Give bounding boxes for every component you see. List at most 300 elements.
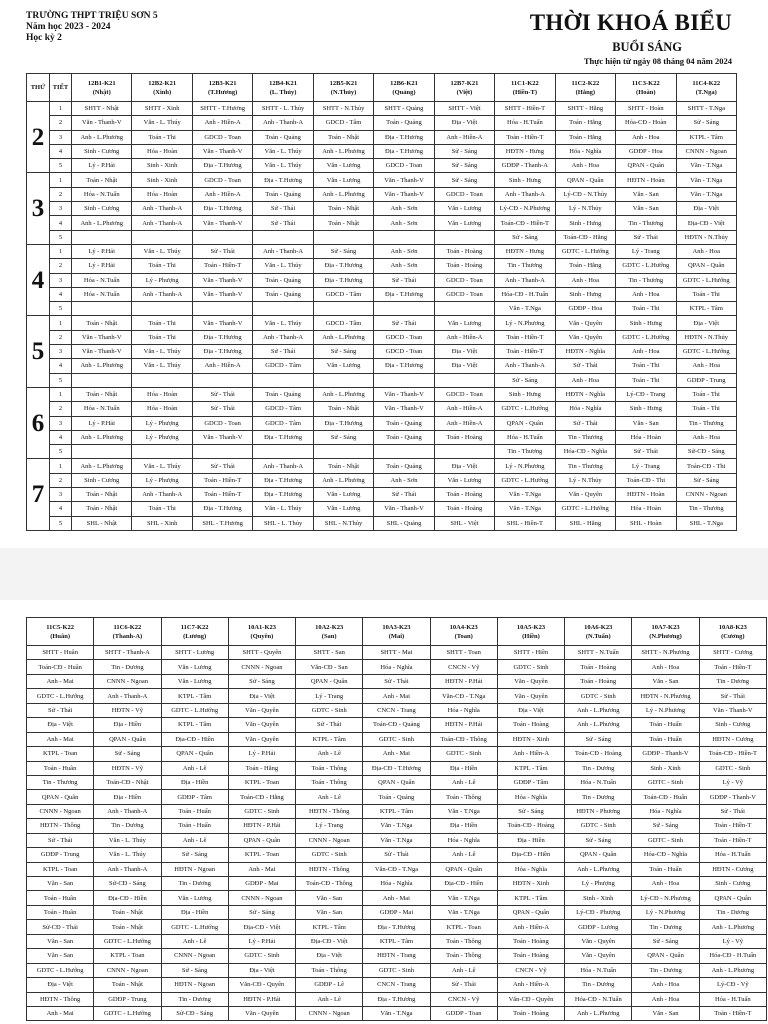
lesson-cell: Sử - Thái <box>192 387 252 401</box>
lesson-cell: Toán-CĐ - Huấn <box>632 790 699 804</box>
lesson-cell: Toán - Huân <box>27 891 94 905</box>
lesson-cell: Địa - Việt <box>296 949 363 963</box>
lesson-cell: Địa - T.Hương <box>363 992 430 1006</box>
lesson-cell: Anh - Lê <box>161 761 228 775</box>
lesson-cell: Văn - San <box>296 905 363 919</box>
lesson-cell: Anh - Lê <box>161 934 228 948</box>
lesson-cell: GDĐP - Thanh-A <box>495 159 555 173</box>
lesson-cell: SHL - L. Thủy <box>253 516 313 530</box>
lesson-cell <box>72 302 132 316</box>
lesson-cell: Hóa - Hoàn <box>132 387 192 401</box>
lesson-cell: QPAN - Quân <box>94 732 161 746</box>
lesson-cell: SHTT - Hiền-T <box>495 102 555 116</box>
table-row <box>27 416 737 430</box>
class-header <box>253 74 313 102</box>
lesson-cell: Địa - T.Hương <box>192 159 252 173</box>
table-row <box>27 216 737 230</box>
lesson-cell: HĐTN - Vỹ <box>94 761 161 775</box>
lesson-cell: Toán - Hiền-T <box>495 330 555 344</box>
lesson-cell: Toán - Quảng <box>374 416 434 430</box>
lesson-cell: CNNN - Ngoan <box>228 660 295 674</box>
lesson-cell: Anh - Mai <box>228 862 295 876</box>
table-row <box>27 905 767 919</box>
lesson-cell: Địa - T.Hương <box>192 202 252 216</box>
lesson-cell: Hóa - N.Tuấn <box>565 963 632 977</box>
lesson-cell: Toán - Hằng <box>555 116 615 130</box>
lesson-cell: Sử - Thái <box>363 848 430 862</box>
class-name: 10A6-K23 <box>584 623 613 631</box>
lesson-cell: Anh - Thanh-A <box>253 459 313 473</box>
lesson-cell: HĐTN - Thông <box>296 804 363 818</box>
lesson-cell: Địa - T.Hương <box>253 473 313 487</box>
lesson-cell: Văn - T.Nga <box>430 905 497 919</box>
lesson-cell: Tin - Thương <box>616 216 676 230</box>
lesson-cell: Văn-CĐ - Quyên <box>228 978 295 992</box>
table-row <box>27 775 767 789</box>
lesson-cell: Toán - Hiền-T <box>192 473 252 487</box>
lesson-cell: GDCD - Toan <box>434 387 494 401</box>
lesson-cell: SHTT - T.Hương <box>192 102 252 116</box>
lesson-cell: Sử - Sáng <box>313 345 373 359</box>
lesson-cell <box>132 373 192 387</box>
session-label: BUỔI SÁNG <box>612 40 682 54</box>
lesson-cell: Toán-CĐ - Nhật <box>94 775 161 789</box>
lesson-cell: Toán - Quảng <box>374 459 434 473</box>
lesson-cell: Anh - Mai <box>27 732 94 746</box>
table-row <box>27 202 737 216</box>
lesson-cell: Văn - Quyên <box>228 703 295 717</box>
lesson-cell: Địa-CĐ - Hiền <box>430 877 497 891</box>
class-teacher: (San) <box>321 632 337 640</box>
lesson-cell: Sử - Sáng <box>94 747 161 761</box>
lesson-cell: Lý - Trang <box>296 819 363 833</box>
table-row <box>27 992 767 1006</box>
lesson-cell <box>313 373 373 387</box>
class-header <box>555 74 615 102</box>
lesson-cell: Toán - Hiền-T <box>699 1006 766 1020</box>
lesson-cell: Anh - Lê <box>430 963 497 977</box>
lesson-cell: QPAN - Quân <box>565 848 632 862</box>
lesson-cell: Anh - Thanh-A <box>495 187 555 201</box>
lesson-cell: CNCN - Trang <box>363 703 430 717</box>
thu-header: THỨ <box>27 74 50 102</box>
lesson-cell: SHL - Nhật <box>72 516 132 530</box>
lesson-cell: Anh - Hiền-A <box>434 402 494 416</box>
lesson-cell: Văn - San <box>616 202 676 216</box>
lesson-cell: SHTT - T.Nga <box>676 102 736 116</box>
lesson-cell: Địa - Hiền <box>94 718 161 732</box>
lesson-cell: Toán - Nhật <box>72 488 132 502</box>
lesson-cell: CNNN - Ngoan <box>161 949 228 963</box>
lesson-cell: Hóa - Hoàn <box>616 502 676 516</box>
lesson-cell: KTPL - Toan <box>228 848 295 862</box>
lesson-cell: Anh - L.Phương <box>313 144 373 158</box>
lesson-cell: GDCD - Tâm <box>253 416 313 430</box>
class-name: 11C3-K22 <box>631 79 660 87</box>
lesson-cell: HĐTN - Ngoan <box>161 862 228 876</box>
lesson-cell: Sinh - Cương <box>72 202 132 216</box>
lesson-cell: HĐTN - P.Hải <box>228 992 295 1006</box>
day-cell: 3 <box>27 173 50 244</box>
lesson-cell <box>192 373 252 387</box>
lesson-cell: SHL - N.Thủy <box>313 516 373 530</box>
lesson-cell: KTPL - Tâm <box>363 804 430 818</box>
class-name: 12B1-K21 <box>87 79 116 87</box>
lesson-cell: Hóa-CĐ - N.Tuấn <box>565 992 632 1006</box>
lesson-cell: Sử - Sáng <box>676 116 736 130</box>
lesson-cell: Văn - Lương <box>313 359 373 373</box>
lesson-cell: Toán-CĐ - Hằng <box>555 230 615 244</box>
period-cell: 5 <box>50 302 72 316</box>
period-cell: 4 <box>50 287 72 301</box>
lesson-cell: Toán - Nhật <box>72 502 132 516</box>
lesson-cell: Toán - Nhật <box>94 920 161 934</box>
lesson-cell <box>434 445 494 459</box>
lesson-cell: Tin - Dương <box>565 790 632 804</box>
lesson-cell: CNNN - Ngoan <box>94 674 161 688</box>
lesson-cell: GDTC - L.Hướng <box>495 473 555 487</box>
lesson-cell: GDĐP - Lê <box>296 978 363 992</box>
lesson-cell: CNNN - Ngoan <box>27 804 94 818</box>
lesson-cell: SHTT - Cương <box>699 646 766 660</box>
lesson-cell: GDTC - L.Hướng <box>94 934 161 948</box>
lesson-cell: Lý - N.Thủy <box>555 473 615 487</box>
lesson-cell: Anh - Thanh-A <box>94 862 161 876</box>
lesson-cell: SHL - Hiền-T <box>495 516 555 530</box>
lesson-cell: Văn - Lương <box>161 660 228 674</box>
lesson-cell: Anh - Hiền-A <box>497 747 564 761</box>
lesson-cell: QPAN - Quân <box>430 862 497 876</box>
lesson-cell: Anh - L.Phương <box>313 187 373 201</box>
lesson-cell: Anh - Hoa <box>676 244 736 258</box>
period-cell: 5 <box>50 445 72 459</box>
lesson-cell: Sử - Thái <box>555 416 615 430</box>
lesson-cell: Lý-CĐ - N.Thủy <box>555 187 615 201</box>
lesson-cell: GDCD - Toan <box>434 273 494 287</box>
table-row <box>27 862 767 876</box>
lesson-cell: Sử - Sáng <box>497 804 564 818</box>
table-row <box>27 949 767 963</box>
lesson-cell: Toán - Hoàng <box>434 488 494 502</box>
lesson-cell: Anh - Hoa <box>632 978 699 992</box>
lesson-cell: Anh - Sơn <box>374 216 434 230</box>
lesson-cell: Anh - Hoa <box>632 660 699 674</box>
class-header <box>495 74 555 102</box>
lesson-cell: Lý - Phượng <box>132 430 192 444</box>
lesson-cell: Địa - Hiền <box>430 819 497 833</box>
lesson-cell: Sinh - Cương <box>72 144 132 158</box>
lesson-cell: Văn - San <box>632 1006 699 1020</box>
lesson-cell: QPAN - Quân <box>555 173 615 187</box>
lesson-cell: Anh - Thanh-A <box>132 202 192 216</box>
lesson-cell: QPAN - Quân <box>616 159 676 173</box>
lesson-cell: HĐTN - Nghĩa <box>555 387 615 401</box>
lesson-cell: HĐTN - Trang <box>363 949 430 963</box>
lesson-cell: HĐTN - Xinh <box>497 732 564 746</box>
class-header <box>94 618 161 646</box>
lesson-cell: Văn - Lương <box>313 173 373 187</box>
lesson-cell: GDTC - Sinh <box>430 747 497 761</box>
class-teacher: (T.Hương) <box>208 88 238 96</box>
lesson-cell: Văn-CĐ - T.Nga <box>363 862 430 876</box>
class-header <box>363 618 430 646</box>
lesson-cell: Tin - Thương <box>555 459 615 473</box>
lesson-cell: Địa - T.Hương <box>253 488 313 502</box>
lesson-cell: Địa - Việt <box>676 202 736 216</box>
period-cell: 3 <box>50 488 72 502</box>
lesson-cell: GDTC - L.Hướng <box>161 920 228 934</box>
lesson-cell: Văn - Quyên <box>497 674 564 688</box>
lesson-cell: CNCN - Vỹ <box>430 992 497 1006</box>
table-row <box>27 747 767 761</box>
lesson-cell: Anh - Thanh-A <box>253 244 313 258</box>
lesson-cell: Văn - T.Nga <box>676 187 736 201</box>
lesson-cell: Lý - P.Hải <box>228 747 295 761</box>
lesson-cell: Văn - Thanh-V <box>699 703 766 717</box>
timetable-second-table <box>26 617 767 1021</box>
class-teacher: (N.Phương) <box>649 632 682 640</box>
day-cell: 5 <box>27 316 50 387</box>
lesson-cell: Hóa - Nghĩa <box>430 703 497 717</box>
lesson-cell: GDCD - Tâm <box>253 402 313 416</box>
lesson-cell: Toán - Hoàng <box>434 244 494 258</box>
lesson-cell <box>374 230 434 244</box>
lesson-cell: Tin - Dương <box>632 920 699 934</box>
lesson-cell: Sinh - Hưng <box>555 216 615 230</box>
class-name: 11C1-K22 <box>510 79 539 87</box>
lesson-cell: Lý - N.Phương <box>495 459 555 473</box>
table-row <box>27 273 737 287</box>
table-row <box>27 718 767 732</box>
table-row <box>27 963 767 977</box>
class-teacher: (Xinh) <box>153 88 172 96</box>
lesson-cell: Toán - Nhật <box>94 905 161 919</box>
lesson-cell: KTPL - Tâm <box>363 934 430 948</box>
table-row <box>27 877 767 891</box>
lesson-cell: Văn - Quyên <box>555 316 615 330</box>
lesson-cell: HĐTN - Thông <box>27 992 94 1006</box>
period-cell: 4 <box>50 216 72 230</box>
lesson-cell: GDTC - L.Hướng <box>495 402 555 416</box>
lesson-cell: GDTC - Sinh <box>228 804 295 818</box>
lesson-cell: Tin - Dương <box>565 761 632 775</box>
lesson-cell: Anh - Hoa <box>555 159 615 173</box>
lesson-cell: Sử - Thái <box>253 216 313 230</box>
lesson-cell: KTPL - Tâm <box>676 130 736 144</box>
table-row <box>27 660 767 674</box>
lesson-cell: Anh - Lê <box>430 775 497 789</box>
lesson-cell: GDTC - Sinh <box>363 732 430 746</box>
lesson-cell: GDĐP - Hoa <box>616 144 676 158</box>
lesson-cell: Toán - Quảng <box>253 130 313 144</box>
period-cell: 4 <box>50 144 72 158</box>
lesson-cell: GDTC - L.Hướng <box>676 345 736 359</box>
lesson-cell: Sinh - Hưng <box>495 387 555 401</box>
period-cell: 4 <box>50 359 72 373</box>
lesson-cell: Toán - Hoàng <box>497 934 564 948</box>
lesson-cell: Văn - Lương <box>161 674 228 688</box>
class-name: 12B5-K21 <box>329 79 358 87</box>
lesson-cell: KTPL - Tâm <box>296 732 363 746</box>
lesson-cell: Toán - Hoàng <box>497 718 564 732</box>
class-teacher: (Hiền-T) <box>512 88 537 96</box>
semester: Học kỳ 2 <box>26 33 62 43</box>
lesson-cell: Văn - L. Thúy <box>132 459 192 473</box>
table-row <box>27 359 737 373</box>
table-row <box>27 934 767 948</box>
lesson-cell: Anh - Mai <box>27 1006 94 1020</box>
lesson-cell: Toán - Thi <box>676 402 736 416</box>
lesson-cell <box>253 230 313 244</box>
lesson-cell: SHL - T.Nga <box>676 516 736 530</box>
lesson-cell: Hóa - Nghĩa <box>497 790 564 804</box>
lesson-cell: QPAN - Quân <box>27 790 94 804</box>
lesson-cell: Toán-CĐ - Thông <box>430 732 497 746</box>
lesson-cell: Văn - L. Thúy <box>253 502 313 516</box>
lesson-cell: Tin - Thương <box>27 775 94 789</box>
lesson-cell: Tin - Dương <box>699 674 766 688</box>
lesson-cell: CNCN - Trang <box>363 978 430 992</box>
class-teacher: (Mai) <box>388 632 405 640</box>
table-row <box>27 833 767 847</box>
lesson-cell: Toán - Hoàng <box>565 660 632 674</box>
lesson-cell: HĐTN - Cương <box>699 732 766 746</box>
lesson-cell: Sinh - Cương <box>72 473 132 487</box>
lesson-cell: Sử - Sáng <box>632 934 699 948</box>
table-row <box>27 891 767 905</box>
lesson-cell: Lý-CĐ - Phượng <box>565 905 632 919</box>
lesson-cell: Sinh - Xinh <box>565 891 632 905</box>
lesson-cell: GDĐP - Tâm <box>497 775 564 789</box>
class-teacher: (Quảng) <box>392 88 416 96</box>
lesson-cell: KTPL - Toan <box>27 862 94 876</box>
lesson-cell: QPAN - Quân <box>497 905 564 919</box>
lesson-cell: Toán - Quảng <box>253 273 313 287</box>
period-cell: 3 <box>50 273 72 287</box>
lesson-cell: Toán - Thông <box>296 761 363 775</box>
lesson-cell: SHL - Việt <box>434 516 494 530</box>
lesson-cell: CNNN - Ngoan <box>296 1006 363 1020</box>
lesson-cell: SHTT - L. Thủy <box>253 102 313 116</box>
lesson-cell <box>192 445 252 459</box>
lesson-cell: HĐTN - Hoàn <box>616 488 676 502</box>
lesson-cell: SHTT - Quảng <box>374 102 434 116</box>
table-row <box>27 978 767 992</box>
page-title: THỜI KHOÁ BIỂU <box>529 10 732 35</box>
lesson-cell: Tin - Dương <box>94 819 161 833</box>
lesson-cell: Toán - Thông <box>430 949 497 963</box>
lesson-cell: Toán - Hoàng <box>565 674 632 688</box>
lesson-cell <box>374 302 434 316</box>
lesson-cell: Văn - Quyên <box>497 689 564 703</box>
table-row <box>27 502 737 516</box>
lesson-cell: Sử - Sáng <box>495 230 555 244</box>
lesson-cell: GDDP - Toan <box>430 1006 497 1020</box>
period-cell: 2 <box>50 116 72 130</box>
lesson-cell: Anh - Hiền-A <box>434 330 494 344</box>
lesson-cell: GDCD - Toan <box>192 173 252 187</box>
class-name: 10A4-K23 <box>449 623 478 631</box>
lesson-cell: Văn - L. Thúy <box>94 848 161 862</box>
class-header <box>430 618 497 646</box>
lesson-cell: Toán - Nhật <box>313 459 373 473</box>
lesson-cell: Anh - Lê <box>161 833 228 847</box>
period-cell: 1 <box>50 459 72 473</box>
class-name: 12B2-K21 <box>148 79 177 87</box>
timetable-morning-table <box>26 73 737 531</box>
lesson-cell: Văn - T.Nga <box>430 804 497 818</box>
lesson-cell: Sử - Thái <box>430 978 497 992</box>
lesson-cell: Sinh - Hưng <box>495 173 555 187</box>
lesson-cell: Sử - Thái <box>616 230 676 244</box>
class-header <box>676 74 736 102</box>
lesson-cell: Anh - Mai <box>27 674 94 688</box>
lesson-cell: Anh - Hoa <box>632 877 699 891</box>
lesson-cell: KTPL - Toan <box>430 920 497 934</box>
lesson-cell: Văn - L. Thúy <box>253 316 313 330</box>
lesson-cell: SHL - Xinh <box>132 516 192 530</box>
lesson-cell: CNNN - Ngoan <box>228 891 295 905</box>
lesson-cell: GDTC - Sinh <box>228 949 295 963</box>
lesson-cell: Địa-CĐ - Việt <box>676 216 736 230</box>
lesson-cell: Toán - Hoàng <box>434 259 494 273</box>
lesson-cell <box>434 230 494 244</box>
lesson-cell: GDTC - L.Hướng <box>616 259 676 273</box>
lesson-cell: Sử - Sáng <box>565 732 632 746</box>
lesson-cell: SHTT - Huân <box>27 646 94 660</box>
lesson-cell: Toán - Thông <box>296 963 363 977</box>
lesson-cell: Toán - Thi <box>132 316 192 330</box>
table-row <box>27 230 737 244</box>
lesson-cell: Sử - Sáng <box>161 848 228 862</box>
class-header <box>72 74 132 102</box>
lesson-cell: Địa-CĐ - Việt <box>228 920 295 934</box>
lesson-cell: Anh - Hoa <box>616 345 676 359</box>
table-row <box>27 187 737 201</box>
lesson-cell: Địa-CĐ - Việt <box>296 934 363 948</box>
lesson-cell: CNCN - Vỹ <box>430 660 497 674</box>
lesson-cell: HĐTN - N.Thủy <box>676 330 736 344</box>
period-cell: 1 <box>50 173 72 187</box>
lesson-cell: Sinh - Hưng <box>616 316 676 330</box>
lesson-cell: HĐTN - Cương <box>699 862 766 876</box>
lesson-cell: Địa - Việt <box>228 963 295 977</box>
lesson-cell: Toán - Hiền-T <box>192 259 252 273</box>
table-row <box>27 674 767 688</box>
class-header <box>192 74 252 102</box>
lesson-cell: Anh - L.Phương <box>72 430 132 444</box>
period-cell: 3 <box>50 202 72 216</box>
lesson-cell: GDTC - L.Hướng <box>27 689 94 703</box>
period-cell: 2 <box>50 473 72 487</box>
lesson-cell: Anh - Hoa <box>676 430 736 444</box>
lesson-cell: Anh - L.Phương <box>565 718 632 732</box>
lesson-cell: GDCD - Toan <box>374 159 434 173</box>
table-row <box>27 473 737 487</box>
lesson-cell: GDCD - Toan <box>374 330 434 344</box>
lesson-cell: Hóa - Hoàn <box>616 430 676 444</box>
lesson-cell: Toán - Huấn <box>632 718 699 732</box>
lesson-cell: QPAN - Quân <box>228 833 295 847</box>
lesson-cell: Anh - Hiền-A <box>497 920 564 934</box>
lesson-cell: Văn - L. Thúy <box>253 259 313 273</box>
lesson-cell: Văn - San <box>632 674 699 688</box>
lesson-cell: GDTC - Sinh <box>699 761 766 775</box>
lesson-cell: Anh - Sơn <box>374 202 434 216</box>
lesson-cell: Sử - Thái <box>253 202 313 216</box>
lesson-cell: GDĐP - Thanh-V <box>632 747 699 761</box>
lesson-cell: Tin - Dương <box>94 660 161 674</box>
